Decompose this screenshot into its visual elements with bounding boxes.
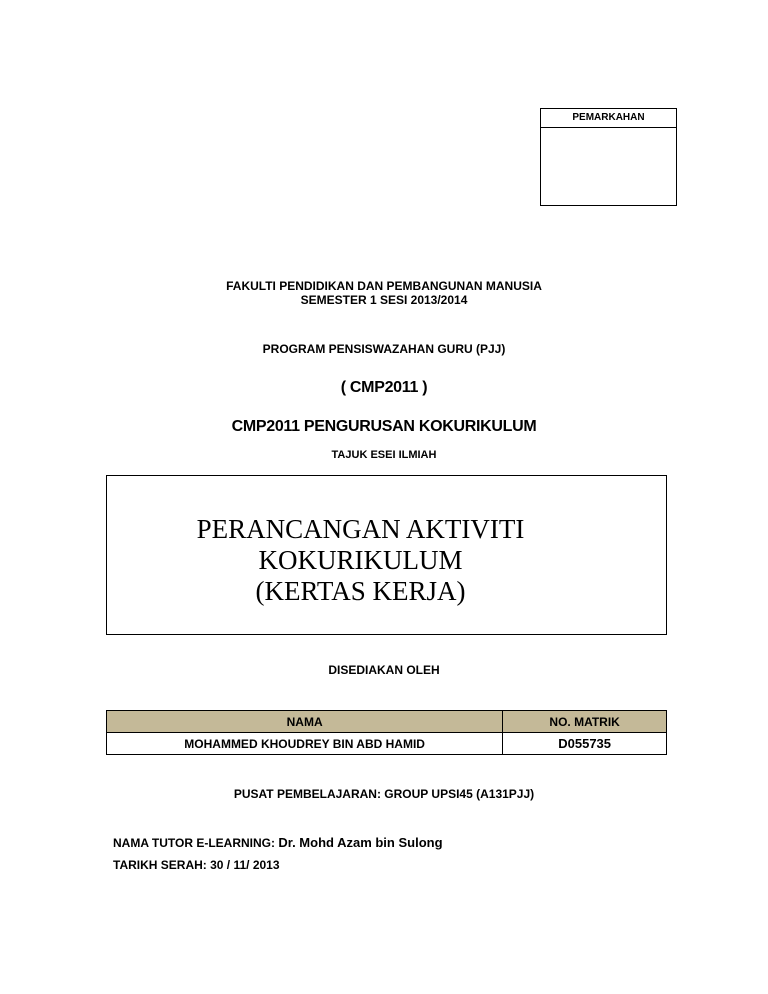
submission-label: TARIKH SERAH: [113, 858, 207, 872]
student-name: MOHAMMED KHOUDREY BIN ABD HAMID [107, 733, 503, 755]
course-code: ( CMP2011 ) [340, 379, 428, 396]
table-header-row [107, 711, 667, 733]
program-name: PROGRAM PENSISWAZAHAN GURU (PJJ) [262, 342, 506, 356]
header-matric: NO. MATRIK [503, 711, 667, 733]
essay-title-line1: PERANCANGAN AKTIVITI [196, 514, 525, 544]
tutor-label: NAMA TUTOR E-LEARNING: [113, 836, 275, 850]
marks-box [540, 108, 677, 206]
submission-line [113, 858, 280, 872]
tutor-name: Dr. Mohd Azam bin Sulong [278, 835, 443, 850]
essay-title-line2: KOKURIKULUM [258, 545, 463, 575]
tutor-line [113, 835, 443, 850]
header-name: NAMA [107, 711, 503, 733]
students-table [106, 710, 667, 755]
learning-center: PUSAT PEMBELAJARAN: GROUP UPSI45 (A131PJJ) [233, 787, 535, 801]
student-matric: D055735 [503, 733, 667, 755]
course-title: CMP2011 PENGURUSAN KOKURIKULUM [231, 418, 537, 435]
essay-label: TAJUK ESEI ILMIAH [331, 449, 437, 461]
table-row [107, 733, 667, 755]
essay-title-line3: (KERTAS KERJA) [255, 576, 466, 606]
essay-title-box [106, 475, 667, 635]
faculty-name: FAKULTI PENDIDIKAN DAN PEMBANGUNAN MANUSIA [226, 279, 542, 293]
semester: SEMESTER 1 SESI 2013/2014 [300, 293, 468, 307]
submission-date: 30 / 11/ 2013 [210, 858, 280, 872]
marks-label: PEMARKAHAN [541, 109, 676, 128]
prepared-by: DISEDIAKAN OLEH [328, 663, 440, 677]
